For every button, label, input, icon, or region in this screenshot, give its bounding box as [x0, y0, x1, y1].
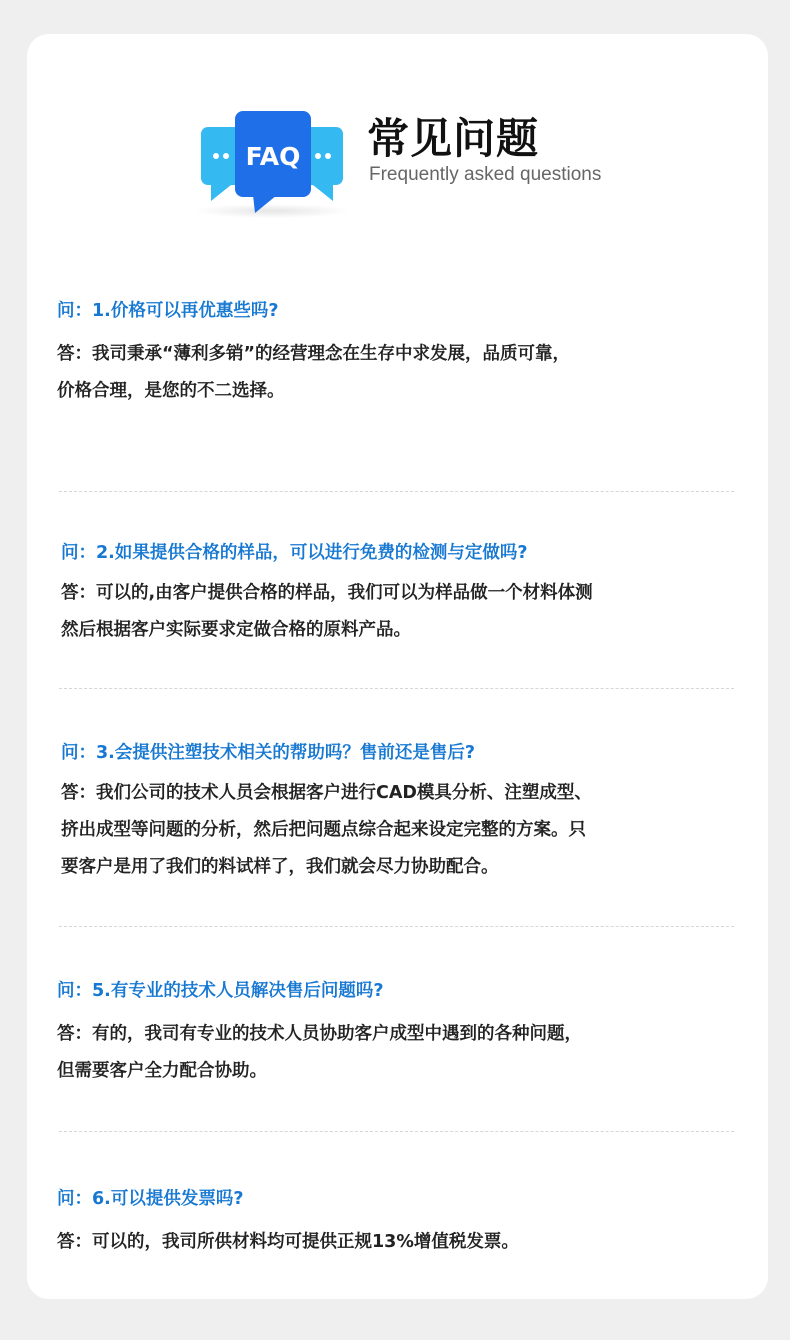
page-title: 常见问题	[367, 114, 540, 163]
faq-question-5: 问：6.可以提供发票吗?	[57, 1189, 244, 1209]
faq-answer-1-line-2: 价格合理，是您的不二选择。	[57, 381, 285, 401]
faq-answer-1	[57, 336, 737, 410]
faq-answer-4	[57, 1016, 737, 1090]
faq-divider	[59, 926, 734, 927]
faq-header	[27, 34, 768, 254]
faq-question-4: 问：5.有专业的技术人员解决售后问题吗?	[57, 981, 384, 1001]
page-subtitle: Frequently asked questions	[369, 164, 602, 185]
faq-question-2: 问：2.如果提供合格的样品，可以进行免费的检测与定做吗?	[61, 543, 528, 563]
faq-answer-1-line-1: 答：我司秉承“薄利多销”的经营理念在生存中求发展，品质可靠，	[57, 344, 571, 364]
faq-answer-5	[57, 1224, 737, 1261]
faq-divider	[59, 1131, 734, 1132]
faq-answer-2	[61, 575, 741, 649]
faq-answer-5-line-1: 答：可以的，我司所供材料均可提供正规13%增值税发票。	[57, 1232, 519, 1252]
faq-answer-4-line-1: 答：有的，我司有专业的技术人员协助客户成型中遇到的各种问题，	[57, 1024, 582, 1044]
faq-answer-3-line-1: 答：我们公司的技术人员会根据客户进行CAD模具分析、注塑成型、	[61, 783, 592, 803]
faq-badge-label: FAQ	[245, 142, 301, 171]
faq-divider	[59, 688, 734, 689]
faq-answer-2-line-2: 然后根据客户实际要求定做合格的原料产品。	[61, 620, 411, 640]
faq-answer-2-line-1: 答：可以的,由客户提供合格的样品，我们可以为样品做一个材料体测	[61, 583, 593, 603]
faq-answer-3-line-3: 要客户是用了我们的料试样了，我们就会尽力协助配合。	[61, 857, 499, 877]
faq-question-3: 问：3.会提供注塑技术相关的帮助吗？售前还是售后?	[61, 743, 475, 763]
faq-divider	[59, 491, 734, 492]
faq-answer-3	[61, 775, 741, 886]
faq-question-1: 问：1.价格可以再优惠些吗?	[57, 301, 279, 321]
faq-answer-4-line-2: 但需要客户全力配合协助。	[57, 1061, 267, 1081]
faq-card	[27, 34, 768, 1299]
faq-chat-bubble-icon	[197, 109, 347, 224]
faq-answer-3-line-2: 挤出成型等问题的分析，然后把问题点综合起来设定完整的方案。只	[61, 820, 586, 840]
